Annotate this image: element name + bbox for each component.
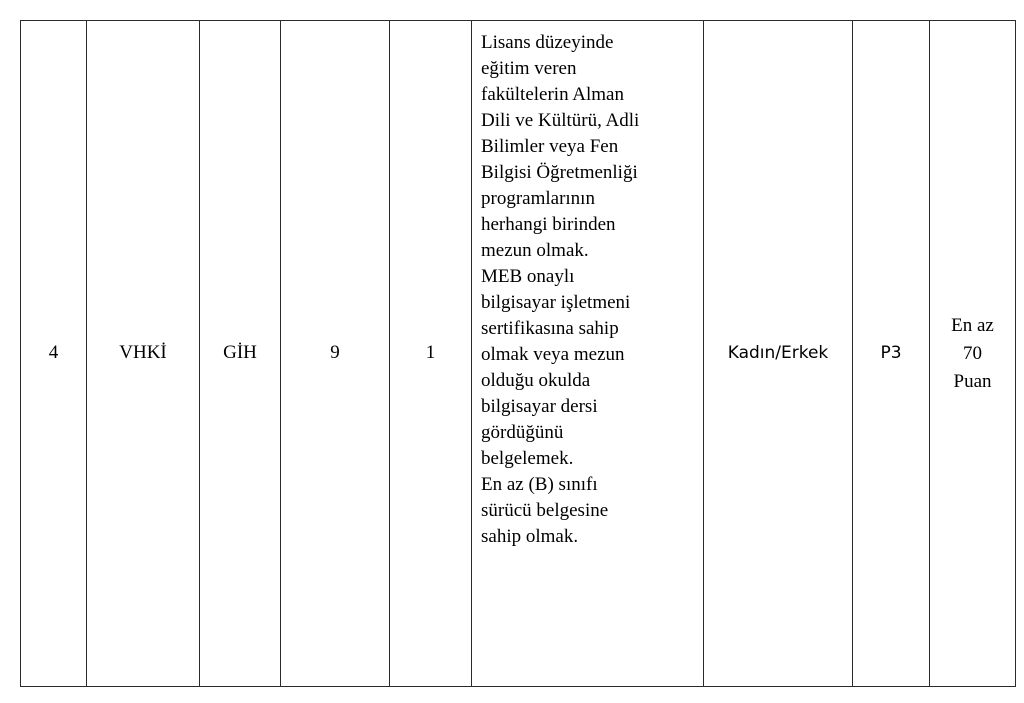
qualification-line: MEB onaylı xyxy=(481,266,575,287)
qualification-line: bilgisayar işletmeni xyxy=(481,292,631,313)
title-cell: VHKİ xyxy=(87,21,200,687)
min-score-unit: Puan xyxy=(953,370,992,392)
row-number-cell: 4 xyxy=(21,21,87,687)
qualification-line: Dili ve Kültürü, Adli xyxy=(481,110,640,131)
qualification-line: Bilgisi Öğretmenliği xyxy=(481,162,638,183)
quantity-cell: 1 xyxy=(390,21,472,687)
qualification-line: sahip olmak. xyxy=(481,526,579,547)
qualification-line: Lisans düzeyinde xyxy=(481,32,614,53)
qualification-line: belgelemek. xyxy=(481,448,574,469)
qualification-line: olduğu okulda xyxy=(481,370,591,391)
qualifications-table xyxy=(20,20,1016,687)
qualification-line: herhangi birinden xyxy=(481,214,616,235)
class-cell: GİH xyxy=(200,21,281,687)
qualification-line: En az (B) sınıfı xyxy=(481,474,598,495)
qualification-line: fakültelerin Alman xyxy=(481,84,624,105)
min-score-value: 70 xyxy=(963,342,982,364)
gender-cell: Kadın/Erkek xyxy=(704,21,853,687)
qualification-line: gördüğünü xyxy=(481,422,564,443)
table-row xyxy=(21,21,1016,687)
qualification-line: Bilimler veya Fen xyxy=(481,136,619,157)
qualifications-cell xyxy=(472,21,704,687)
qualification-line: sürücü belgesine xyxy=(481,500,609,521)
qualification-line: mezun olmak. xyxy=(481,240,589,261)
qualification-line: eğitim veren xyxy=(481,58,577,79)
min-score-line: En az xyxy=(951,314,994,336)
qualification-line: olmak veya mezun xyxy=(481,344,625,365)
score-type-cell: P3 xyxy=(853,21,930,687)
qualification-line: programlarının xyxy=(481,188,595,209)
min-score-cell xyxy=(930,21,1016,687)
qualification-line: bilgisayar dersi xyxy=(481,396,598,417)
grade-cell: 9 xyxy=(281,21,390,687)
qualification-line: sertifikasına sahip xyxy=(481,318,619,339)
